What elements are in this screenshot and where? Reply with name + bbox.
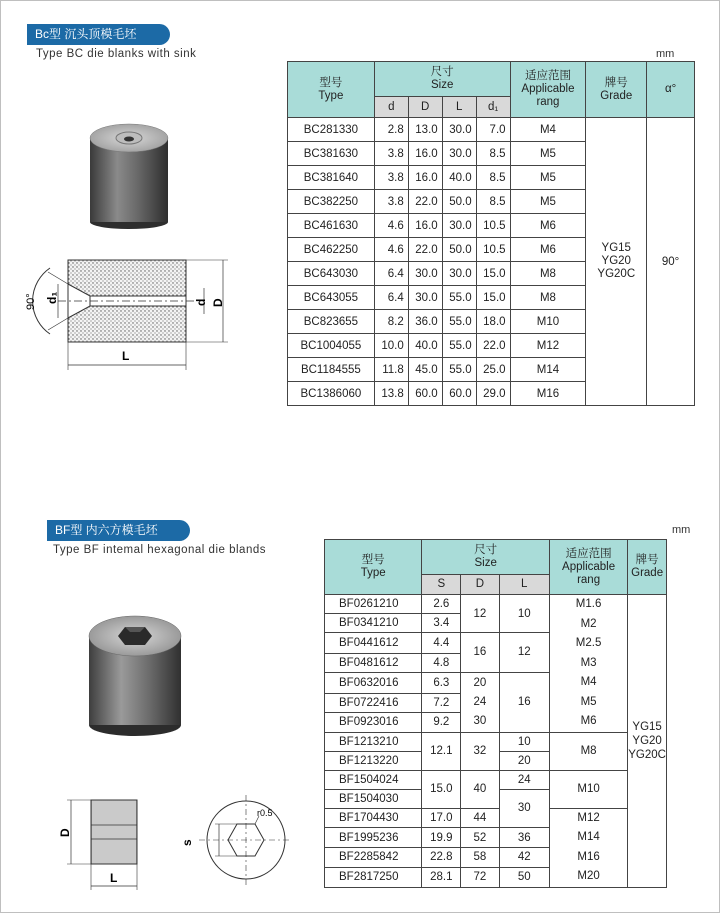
table-cell-L: 50	[499, 867, 549, 887]
table-cell-S: 19.9	[422, 828, 461, 848]
table-cell-D: 36.0	[408, 310, 442, 334]
table-cell-d: 3.8	[374, 142, 408, 166]
table-cell-model: BC281330	[288, 118, 375, 142]
table-cell-D: 52	[461, 828, 499, 848]
table-cell-d1: 29.0	[476, 382, 510, 406]
bf-header-model: 型号 Type	[325, 540, 422, 595]
table-cell-D: 30.0	[408, 286, 442, 310]
table-cell-grade: YG15 YG20 YG20C	[628, 595, 667, 888]
bc-die-blank-photo	[84, 118, 174, 230]
table-cell-L: 60.0	[442, 382, 476, 406]
table-cell-L: 12	[499, 633, 549, 673]
table-cell-model: BC643030	[288, 262, 375, 286]
table-cell-d: 2.8	[374, 118, 408, 142]
table-cell-D: 60.0	[408, 382, 442, 406]
table-cell-D: 40	[461, 770, 499, 808]
table-cell-d: 3.8	[374, 166, 408, 190]
table-row-model: BF0632016	[325, 672, 422, 693]
table-cell-S: 4.4	[422, 633, 461, 654]
table-cell-L: 55.0	[442, 334, 476, 358]
table-row-model: BF2285842	[325, 848, 422, 868]
bc-header-size: 尺寸 Size	[374, 62, 510, 97]
bf-subtitle: Type BF intemal hexagonal die blands	[53, 544, 266, 556]
table-cell-alpha: 90°	[647, 118, 695, 406]
table-cell-range: M5	[510, 142, 586, 166]
table-cell-model: BC462250	[288, 238, 375, 262]
table-cell-L: 36	[499, 828, 549, 848]
table-cell-D: 13.0	[408, 118, 442, 142]
table-cell-D: 16.0	[408, 214, 442, 238]
bc-section-drawing	[20, 250, 235, 375]
table-cell-d1: 10.5	[476, 214, 510, 238]
table-cell-grade: YG15 YG20 YG20C	[586, 118, 647, 406]
table-cell-L: 40.0	[442, 166, 476, 190]
bc-header-alpha: α°	[647, 62, 695, 118]
table-row-model: BF0261210	[325, 595, 422, 614]
table-cell-d1: 15.0	[476, 262, 510, 286]
table-cell-L: 16	[499, 672, 549, 732]
bf-table-body	[325, 595, 667, 888]
table-cell-d1: 15.0	[476, 286, 510, 310]
table-cell-range: M5	[510, 166, 586, 190]
table-cell-L: 30.0	[442, 262, 476, 286]
table-cell-d: 6.4	[374, 286, 408, 310]
table-cell-D: 12	[461, 595, 499, 633]
table-cell-L: 30.0	[442, 118, 476, 142]
table-cell-d1: 22.0	[476, 334, 510, 358]
table-cell-L: 55.0	[442, 310, 476, 334]
table-cell-range: M12	[510, 334, 586, 358]
table-row	[288, 118, 695, 142]
bc-header-d: d	[374, 97, 408, 118]
table-cell-model: BC1004055	[288, 334, 375, 358]
table-cell-S: 15.0	[422, 770, 461, 808]
table-row-model: BF1504030	[325, 789, 422, 808]
table-cell-D: 16.0	[408, 166, 442, 190]
table-cell-d1: 25.0	[476, 358, 510, 382]
bf-header-S: S	[422, 575, 461, 595]
table-row-model: BF2817250	[325, 867, 422, 887]
table-cell-L: 10	[499, 732, 549, 751]
bf-die-blank-photo	[82, 610, 188, 740]
bc-drawing-d-label: d	[194, 298, 208, 306]
bc-spec-table	[287, 61, 695, 406]
bf-header-D: D	[461, 575, 499, 595]
table-cell-L: 55.0	[442, 286, 476, 310]
table-cell-S: 6.3	[422, 672, 461, 693]
bf-unit: mm	[672, 524, 691, 536]
table-row-model: BF0481612	[325, 653, 422, 672]
table-cell-D: 16.0	[408, 142, 442, 166]
table-cell-d1: 8.5	[476, 166, 510, 190]
table-cell-model: BC461630	[288, 214, 375, 238]
table-cell-model: BC643055	[288, 286, 375, 310]
table-cell-range: M4	[510, 118, 586, 142]
table-cell-D: 72	[461, 867, 499, 887]
table-cell-model: BC381640	[288, 166, 375, 190]
table-cell-L: 50.0	[442, 238, 476, 262]
table-row-model: BF1704430	[325, 808, 422, 828]
table-cell-S: 9.2	[422, 713, 461, 732]
table-cell-range: M6	[510, 238, 586, 262]
table-cell-L: 30.0	[442, 214, 476, 238]
bc-header-d1: d₁	[476, 97, 510, 118]
table-cell-range: M10	[510, 310, 586, 334]
table-cell-range-group: M12 M14 M16 M20	[549, 808, 627, 887]
bc-section-tag: Bc型 沉头顶模毛坯	[27, 24, 170, 45]
bc-header-range: 适应范围 Applicable rang	[510, 62, 586, 118]
table-row-model: BF0722416	[325, 693, 422, 712]
table-cell-range: M8	[549, 732, 627, 770]
bc-table-body	[288, 118, 695, 406]
table-row-model: BF1995236	[325, 828, 422, 848]
table-cell-S: 12.1	[422, 732, 461, 770]
table-row-model: BF0441612	[325, 633, 422, 654]
table-cell-D: 22.0	[408, 238, 442, 262]
bf-header-grade: 牌号 Grade	[628, 540, 667, 595]
table-cell-range: M10	[549, 770, 627, 808]
table-cell-D: 20 24 30	[461, 672, 499, 732]
table-cell-D: 58	[461, 848, 499, 868]
bf-header-size: 尺寸 Size	[422, 540, 550, 575]
table-cell-S: 2.6	[422, 595, 461, 614]
table-cell-D: 45.0	[408, 358, 442, 382]
bf-header-L: L	[499, 575, 549, 595]
table-cell-S: 28.1	[422, 867, 461, 887]
table-row-model: BF0923016	[325, 713, 422, 732]
table-cell-S: 22.8	[422, 848, 461, 868]
table-cell-D: 22.0	[408, 190, 442, 214]
table-cell-d: 10.0	[374, 334, 408, 358]
bf-top-drawing	[175, 790, 290, 890]
table-cell-L: 24	[499, 770, 549, 789]
table-row-model: BF0341210	[325, 614, 422, 633]
bc-header-grade: 牌号 Grade	[586, 62, 647, 118]
table-cell-L: 10	[499, 595, 549, 633]
table-cell-L: 50.0	[442, 190, 476, 214]
table-cell-d1: 8.5	[476, 142, 510, 166]
bf-side-drawing	[55, 790, 160, 895]
table-cell-range: M16	[510, 382, 586, 406]
bf-drawing-radius-label: r0.5	[257, 808, 273, 818]
bf-drawing-s-label: s	[180, 839, 194, 846]
table-row-model: BF1213210	[325, 732, 422, 751]
bf-spec-table	[324, 539, 667, 888]
table-cell-S: 4.8	[422, 653, 461, 672]
table-cell-model: BC823655	[288, 310, 375, 334]
table-cell-range: M8	[510, 262, 586, 286]
table-cell-d: 4.6	[374, 238, 408, 262]
table-cell-L: 55.0	[442, 358, 476, 382]
bf-drawing-L-label: L	[110, 871, 118, 885]
bf-header-range: 适应范围 Applicable rang	[549, 540, 627, 595]
table-cell-d: 3.8	[374, 190, 408, 214]
table-cell-S: 3.4	[422, 614, 461, 633]
table-cell-range: M8	[510, 286, 586, 310]
table-cell-model: BC382250	[288, 190, 375, 214]
table-cell-range: M5	[510, 190, 586, 214]
table-cell-L: 42	[499, 848, 549, 868]
bc-drawing-angle-label: 90°	[25, 293, 37, 310]
table-cell-d1: 10.5	[476, 238, 510, 262]
bc-unit: mm	[656, 48, 675, 60]
bc-header-L: L	[442, 97, 476, 118]
table-cell-D: 40.0	[408, 334, 442, 358]
bf-drawing-D-label: D	[58, 828, 72, 837]
table-cell-d: 4.6	[374, 214, 408, 238]
bc-drawing-L-label: L	[122, 349, 130, 363]
table-cell-L: 20	[499, 751, 549, 770]
table-cell-S: 17.0	[422, 808, 461, 828]
table-cell-model: BC381630	[288, 142, 375, 166]
table-cell-L: 30	[499, 789, 549, 828]
table-cell-range-group: M1.6 M2 M2.5 M3 M4 M5 M6	[549, 595, 627, 733]
table-cell-model: BC1184555	[288, 358, 375, 382]
bf-section-tag: BF型 内六方模毛坯	[47, 520, 190, 541]
table-cell-d: 11.8	[374, 358, 408, 382]
table-cell-D: 16	[461, 633, 499, 673]
bc-drawing-D-label: D	[211, 298, 225, 307]
table-cell-d1: 7.0	[476, 118, 510, 142]
table-cell-d: 8.2	[374, 310, 408, 334]
table-cell-range: M6	[510, 214, 586, 238]
table-cell-S: 7.2	[422, 693, 461, 712]
bc-header-D: D	[408, 97, 442, 118]
table-cell-D: 32	[461, 732, 499, 770]
table-cell-D: 30.0	[408, 262, 442, 286]
table-cell-d: 13.8	[374, 382, 408, 406]
table-row-model: BF1213220	[325, 751, 422, 770]
table-cell-D: 44	[461, 808, 499, 828]
table-cell-d1: 18.0	[476, 310, 510, 334]
table-cell-d1: 8.5	[476, 190, 510, 214]
bc-header-model: 型号 Type	[288, 62, 375, 118]
table-row-model: BF1504024	[325, 770, 422, 789]
table-cell-range: M14	[510, 358, 586, 382]
table-cell-model: BC1386060	[288, 382, 375, 406]
bc-drawing-d1-label: d₁	[45, 291, 59, 304]
table-cell-d: 6.4	[374, 262, 408, 286]
table-cell-L: 30.0	[442, 142, 476, 166]
bc-subtitle: Type BC die blanks with sink	[36, 48, 197, 60]
